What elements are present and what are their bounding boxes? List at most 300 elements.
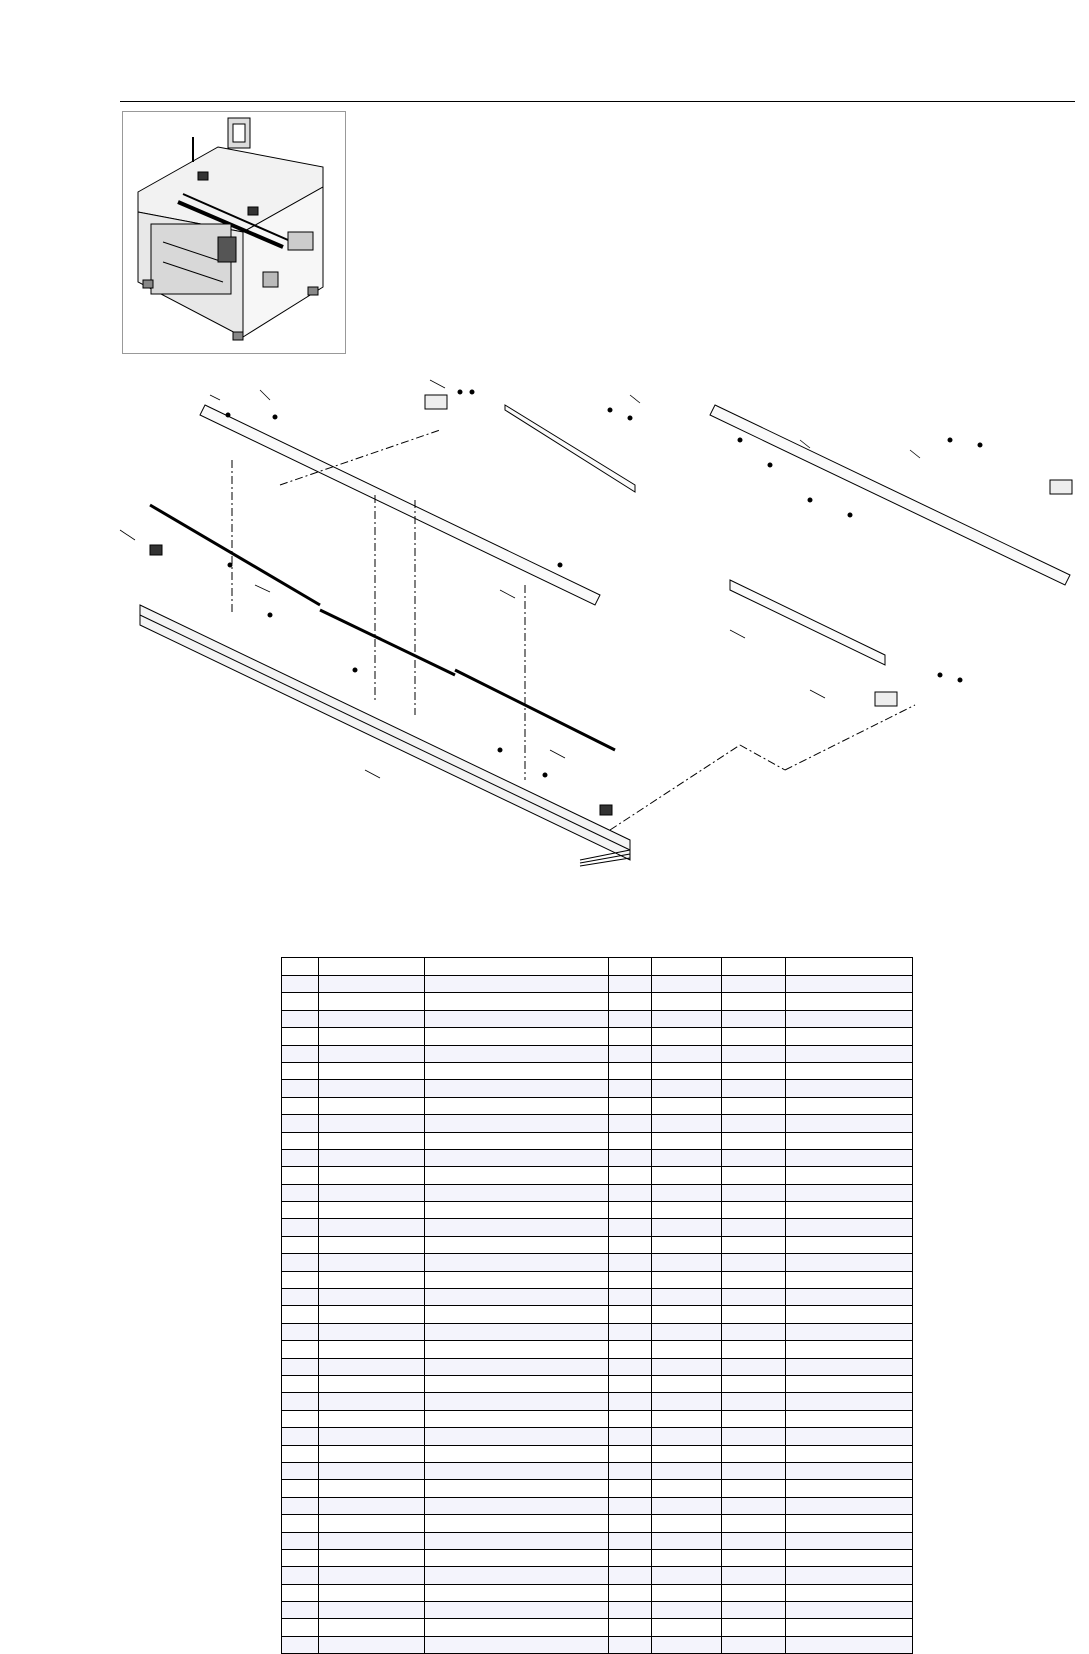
table-cell <box>722 976 786 993</box>
table-row <box>282 1323 913 1340</box>
table-cell <box>282 1010 319 1027</box>
table-cell <box>786 1080 913 1097</box>
table-row <box>282 1445 913 1462</box>
table-cell <box>282 1375 319 1392</box>
table-cell <box>786 1097 913 1114</box>
table-cell <box>722 1271 786 1288</box>
table-cell <box>652 1584 722 1601</box>
table-cell <box>282 1097 319 1114</box>
table-cell <box>609 1219 652 1236</box>
table-cell <box>282 1549 319 1566</box>
table-row <box>282 1341 913 1358</box>
table-cell <box>319 1097 425 1114</box>
table-cell <box>609 1602 652 1619</box>
motor-2 <box>875 692 897 706</box>
table-cell <box>722 1010 786 1027</box>
table-row <box>282 1149 913 1166</box>
table-cell <box>609 1236 652 1253</box>
table-row <box>282 1410 913 1427</box>
table-cell <box>425 1010 609 1027</box>
table-cell <box>282 1149 319 1166</box>
table-cell <box>786 1584 913 1601</box>
table-cell <box>609 1428 652 1445</box>
table-cell <box>652 1306 722 1323</box>
table-cell <box>652 1202 722 1219</box>
table-cell <box>722 993 786 1010</box>
table-cell <box>609 1271 652 1288</box>
table-cell <box>609 1393 652 1410</box>
table-cell <box>652 1462 722 1479</box>
table-cell <box>282 1219 319 1236</box>
table-cell <box>282 1289 319 1306</box>
table-cell <box>609 1445 652 1462</box>
table-cell <box>786 1619 913 1636</box>
table-cell <box>722 1115 786 1132</box>
table-cell <box>609 1097 652 1114</box>
table-cell <box>319 1410 425 1427</box>
table-cell <box>319 1636 425 1653</box>
table-cell <box>282 1341 319 1358</box>
table-cell <box>425 1115 609 1132</box>
table-cell <box>425 1236 609 1253</box>
table-cell <box>319 1184 425 1201</box>
table-cell <box>652 1254 722 1271</box>
table-cell <box>609 1184 652 1201</box>
strip-1 <box>150 505 320 605</box>
table-cell <box>786 1445 913 1462</box>
table-cell <box>282 1167 319 1184</box>
table-cell <box>319 1045 425 1062</box>
table-row <box>282 1515 913 1532</box>
table-cell <box>319 1010 425 1027</box>
table-cell <box>319 1445 425 1462</box>
table-cell <box>319 1254 425 1271</box>
table-cell <box>786 1602 913 1619</box>
table-cell <box>319 1602 425 1619</box>
table-cell <box>652 1184 722 1201</box>
table-cell <box>652 1515 722 1532</box>
table-cell <box>319 1271 425 1288</box>
table-cell <box>652 1115 722 1132</box>
table-row <box>282 1619 913 1636</box>
table-cell <box>609 1410 652 1427</box>
table-cell <box>652 1480 722 1497</box>
table-cell <box>652 1289 722 1306</box>
table-row <box>282 1167 913 1184</box>
table-cell <box>722 1202 786 1219</box>
table-cell <box>786 1219 913 1236</box>
table-cell <box>425 1045 609 1062</box>
header-rule <box>120 101 1075 102</box>
table-cell <box>319 1202 425 1219</box>
table-cell <box>652 1028 722 1045</box>
table-cell <box>282 1567 319 1584</box>
table-row <box>282 1271 913 1288</box>
table-cell <box>425 1428 609 1445</box>
table-cell <box>282 1462 319 1479</box>
motor-1 <box>425 395 447 409</box>
column-header <box>425 958 609 976</box>
table-cell <box>786 1271 913 1288</box>
lower-right-bar <box>730 580 885 665</box>
table-cell <box>722 1636 786 1653</box>
table-cell <box>722 1132 786 1149</box>
table-cell <box>282 976 319 993</box>
table-cell <box>425 1393 609 1410</box>
table-cell <box>282 1584 319 1601</box>
column-header <box>722 958 786 976</box>
table-cell <box>722 1480 786 1497</box>
table-cell <box>319 1549 425 1566</box>
table-cell <box>652 1567 722 1584</box>
table-cell <box>425 1062 609 1079</box>
table-cell <box>319 1219 425 1236</box>
table-cell <box>425 1549 609 1566</box>
parts-list-table <box>281 957 913 1654</box>
table-cell <box>425 1167 609 1184</box>
table-cell <box>609 1323 652 1340</box>
table-cell <box>282 1028 319 1045</box>
table-cell <box>609 1549 652 1566</box>
right-bracket-bar <box>505 405 635 492</box>
table-cell <box>319 1341 425 1358</box>
table-cell <box>652 1271 722 1288</box>
table-row <box>282 1028 913 1045</box>
table-cell <box>652 1167 722 1184</box>
table-cell <box>786 1115 913 1132</box>
table-cell <box>722 1445 786 1462</box>
strip-3 <box>455 670 615 750</box>
table-cell <box>425 1375 609 1392</box>
table-cell <box>609 1619 652 1636</box>
table-cell <box>786 1202 913 1219</box>
table-cell <box>786 1375 913 1392</box>
table-cell <box>609 1289 652 1306</box>
table-cell <box>652 1375 722 1392</box>
table-cell <box>609 1045 652 1062</box>
table-row <box>282 1010 913 1027</box>
table-cell <box>425 1149 609 1166</box>
table-row <box>282 1080 913 1097</box>
table-cell <box>282 1358 319 1375</box>
exploded-view-diagram <box>110 370 1089 920</box>
table-cell <box>609 993 652 1010</box>
table-cell <box>786 1028 913 1045</box>
table-cell <box>786 1132 913 1149</box>
table-row <box>282 1254 913 1271</box>
column-header <box>652 958 722 976</box>
table-cell <box>319 1480 425 1497</box>
table-cell <box>652 1497 722 1514</box>
table-cell <box>786 1410 913 1427</box>
table-cell <box>425 976 609 993</box>
table-cell <box>425 1306 609 1323</box>
parts-table-body <box>282 976 913 1654</box>
table-cell <box>425 1254 609 1271</box>
table-cell <box>786 1236 913 1253</box>
table-row <box>282 1306 913 1323</box>
table-cell <box>425 1097 609 1114</box>
table-row <box>282 1289 913 1306</box>
table-cell <box>425 993 609 1010</box>
column-header <box>609 958 652 976</box>
table-cell <box>282 1515 319 1532</box>
table-cell <box>425 1462 609 1479</box>
table-cell <box>319 1323 425 1340</box>
table-cell <box>282 1428 319 1445</box>
table-cell <box>319 993 425 1010</box>
table-row <box>282 1462 913 1479</box>
table-cell <box>722 1306 786 1323</box>
table-cell <box>319 1062 425 1079</box>
table-cell <box>722 1028 786 1045</box>
table-cell <box>425 1323 609 1340</box>
table-cell <box>786 1358 913 1375</box>
table-cell <box>609 1375 652 1392</box>
table-cell <box>722 1497 786 1514</box>
table-cell <box>425 1289 609 1306</box>
table-cell <box>425 1219 609 1236</box>
table-cell <box>786 1549 913 1566</box>
table-cell <box>786 1462 913 1479</box>
table-cell <box>652 1236 722 1253</box>
table-row <box>282 1045 913 1062</box>
table-cell <box>786 1045 913 1062</box>
table-cell <box>652 1619 722 1636</box>
bracket-bottom <box>600 805 612 815</box>
table-cell <box>609 1567 652 1584</box>
table-cell <box>722 1236 786 1253</box>
table-cell <box>652 993 722 1010</box>
table-cell <box>282 1636 319 1653</box>
table-cell <box>282 1115 319 1132</box>
table-row <box>282 1602 913 1619</box>
table-cell <box>652 1410 722 1427</box>
table-cell <box>652 1393 722 1410</box>
table-cell <box>722 1062 786 1079</box>
table-cell <box>425 1515 609 1532</box>
table-cell <box>282 1480 319 1497</box>
table-cell <box>425 1497 609 1514</box>
column-header <box>319 958 425 976</box>
table-row <box>282 1097 913 1114</box>
table-cell <box>282 1532 319 1549</box>
table-row <box>282 1375 913 1392</box>
table-cell <box>609 1306 652 1323</box>
table-cell <box>652 976 722 993</box>
table-cell <box>786 1567 913 1584</box>
table-cell <box>282 1184 319 1201</box>
table-row <box>282 1358 913 1375</box>
table-cell <box>425 1532 609 1549</box>
table-cell <box>652 1219 722 1236</box>
table-cell <box>609 1010 652 1027</box>
table-cell <box>722 1167 786 1184</box>
table-cell <box>722 1428 786 1445</box>
table-cell <box>652 1549 722 1566</box>
table-cell <box>609 1062 652 1079</box>
table-cell <box>786 1149 913 1166</box>
table-cell <box>425 1028 609 1045</box>
table-cell <box>652 1045 722 1062</box>
table-row <box>282 1567 913 1584</box>
table-cell <box>786 1636 913 1653</box>
table-cell <box>786 1480 913 1497</box>
table-cell <box>319 1167 425 1184</box>
table-cell <box>652 1080 722 1097</box>
table-header-row <box>282 958 913 976</box>
table-cell <box>282 1080 319 1097</box>
table-cell <box>786 1515 913 1532</box>
table-cell <box>786 1306 913 1323</box>
table-cell <box>282 1602 319 1619</box>
table-cell <box>722 1549 786 1566</box>
table-row <box>282 1584 913 1601</box>
table-cell <box>609 1149 652 1166</box>
table-cell <box>652 1097 722 1114</box>
strip-2 <box>320 610 455 675</box>
table-cell <box>319 1080 425 1097</box>
table-cell <box>319 1532 425 1549</box>
table-cell <box>609 1028 652 1045</box>
table-cell <box>319 1515 425 1532</box>
table-row <box>282 1532 913 1549</box>
table-cell <box>722 1358 786 1375</box>
table-cell <box>722 1097 786 1114</box>
table-row <box>282 1549 913 1566</box>
table-row <box>282 1393 913 1410</box>
table-cell <box>609 1202 652 1219</box>
table-cell <box>786 1167 913 1184</box>
table-cell <box>652 1132 722 1149</box>
table-cell <box>722 1323 786 1340</box>
table-cell <box>609 1515 652 1532</box>
table-cell <box>722 1515 786 1532</box>
table-cell <box>425 1341 609 1358</box>
table-cell <box>609 976 652 993</box>
table-cell <box>319 1428 425 1445</box>
table-row <box>282 1428 913 1445</box>
table-cell <box>425 1271 609 1288</box>
table-cell <box>425 1080 609 1097</box>
table-row <box>282 1062 913 1079</box>
table-cell <box>319 1567 425 1584</box>
table-cell <box>609 1080 652 1097</box>
table-cell <box>425 1602 609 1619</box>
table-cell <box>786 1323 913 1340</box>
column-header <box>282 958 319 976</box>
table-cell <box>652 1445 722 1462</box>
table-cell <box>722 1080 786 1097</box>
table-cell <box>282 1306 319 1323</box>
table-cell <box>722 1393 786 1410</box>
table-row <box>282 1202 913 1219</box>
table-cell <box>319 1462 425 1479</box>
exploded-view-drawing <box>110 370 1089 920</box>
table-cell <box>652 1532 722 1549</box>
table-cell <box>319 1497 425 1514</box>
table-cell <box>722 1045 786 1062</box>
table-cell <box>282 1236 319 1253</box>
table-row <box>282 1480 913 1497</box>
far-right-rail <box>710 405 1070 585</box>
table-cell <box>282 993 319 1010</box>
table-cell <box>609 1132 652 1149</box>
table-cell <box>652 1323 722 1340</box>
table-cell <box>319 1393 425 1410</box>
table-row <box>282 1497 913 1514</box>
table-cell <box>319 1306 425 1323</box>
table-cell <box>722 1462 786 1479</box>
table-cell <box>425 1636 609 1653</box>
table-cell <box>722 1184 786 1201</box>
table-cell <box>282 1271 319 1288</box>
table-cell <box>652 1149 722 1166</box>
table-cell <box>786 1184 913 1201</box>
table-cell <box>722 1532 786 1549</box>
table-cell <box>652 1602 722 1619</box>
table-cell <box>425 1480 609 1497</box>
table-cell <box>786 976 913 993</box>
table-cell <box>722 1149 786 1166</box>
table-cell <box>425 1184 609 1201</box>
table-cell <box>652 1010 722 1027</box>
table-cell <box>319 1149 425 1166</box>
table-cell <box>282 1497 319 1514</box>
table-cell <box>609 1636 652 1653</box>
table-row <box>282 1115 913 1132</box>
table-cell <box>609 1341 652 1358</box>
table-cell <box>425 1410 609 1427</box>
table-cell <box>722 1254 786 1271</box>
table-cell <box>786 1497 913 1514</box>
table-cell <box>609 1584 652 1601</box>
table-cell <box>786 1393 913 1410</box>
table-cell <box>609 1167 652 1184</box>
table-row <box>282 1236 913 1253</box>
table-cell <box>319 1289 425 1306</box>
table-cell <box>722 1567 786 1584</box>
table-cell <box>786 1254 913 1271</box>
table-cell <box>425 1358 609 1375</box>
table-cell <box>786 1289 913 1306</box>
table-row <box>282 1219 913 1236</box>
table-cell <box>786 1010 913 1027</box>
table-cell <box>282 1393 319 1410</box>
table-cell <box>652 1062 722 1079</box>
table-cell <box>652 1341 722 1358</box>
table-cell <box>609 1497 652 1514</box>
table-cell <box>786 993 913 1010</box>
table-cell <box>609 1358 652 1375</box>
table-cell <box>282 1410 319 1427</box>
table-cell <box>722 1619 786 1636</box>
table-row <box>282 1636 913 1653</box>
table-cell <box>786 1062 913 1079</box>
table-cell <box>282 1254 319 1271</box>
table-row <box>282 993 913 1010</box>
table-cell <box>609 1480 652 1497</box>
table-cell <box>319 1132 425 1149</box>
table-cell <box>282 1323 319 1340</box>
table-cell <box>282 1062 319 1079</box>
table-cell <box>722 1219 786 1236</box>
table-cell <box>282 1445 319 1462</box>
table-cell <box>425 1567 609 1584</box>
table-row <box>282 1184 913 1201</box>
table-cell <box>425 1202 609 1219</box>
machine-overview-image <box>122 111 346 354</box>
